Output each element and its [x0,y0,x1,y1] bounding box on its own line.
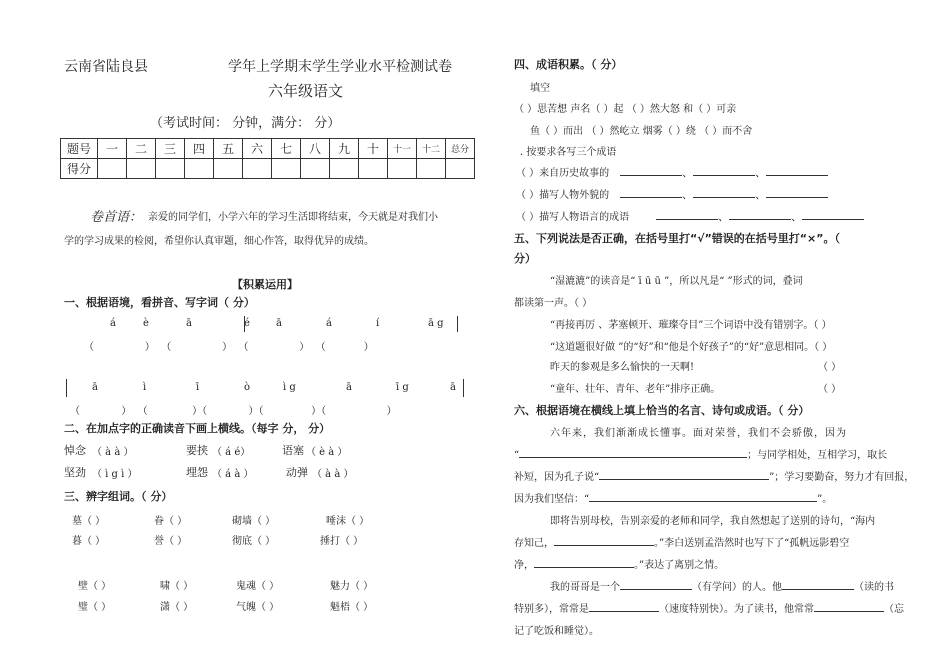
score-col: 总分 [446,139,475,159]
q2-options[interactable]: （ à à ） [312,469,354,480]
score-col: 三 [156,139,185,159]
q5-title: 五、下列说法是否正确，在括号里打“√”错误的在括号里打“×”。（ [514,232,840,245]
q4-line2[interactable]: 鱼（ ）而出 （ ）然屹立 烟雾（ ）绕 （ ）而不舍 [530,126,753,137]
q6-p1a: 六年来，我们渐渐成长懂事。面对荣誉，我们不会骄傲，因为 [550,428,847,439]
q6-p2b-start: 存知己， [514,538,554,549]
q3-item[interactable]: 暮（ ） [72,536,106,547]
q6-p2c-end: 。”表达了离别之情。 [634,560,725,571]
q2-word: 埋怨 [186,466,208,479]
preface-label: 卷首语： [90,210,143,225]
q4-req3: （ ）描写人物语言的成语 [516,212,630,223]
q5-s4-answer[interactable]: （ ） [818,362,842,373]
q4-sub1: 填空 [530,83,550,94]
q6-p3b[interactable] [514,600,904,615]
region-title: 云南省陆良县 [64,59,148,75]
score-col: 八 [301,139,330,159]
q3-item[interactable]: 啸（ ） [160,581,194,592]
q6-p3a[interactable] [550,578,894,593]
score-table-header-row [61,139,475,159]
q4-req1: （ ）来自历史故事的 [516,168,610,179]
answer-parens[interactable]: （ ） （ ） （ ） （ ） [84,342,374,353]
q5-s3[interactable]: “这道题很好做 ”的“好”和“他是个好孩子”的“好”意思相同。（ ） [550,342,833,353]
pinyin: ī g [396,382,409,393]
q3-item[interactable]: 砌墙（ ） [232,516,276,527]
q2-options[interactable]: （ è à ） [306,447,348,458]
q3-item[interactable]: 潇（ ） [160,602,194,613]
score-col: 二 [127,139,156,159]
q6-p1d-end: ”。 [817,494,833,505]
q4-req2: （ ）描写人物外貌的 [516,190,610,201]
q5-s5-answer[interactable]: （ ） [818,384,842,395]
score-cell[interactable] [446,159,475,179]
q2-word: 语塞 [282,444,304,457]
q2-options[interactable]: （ à à ） [92,447,134,458]
score-cell[interactable] [98,159,127,179]
score-cell[interactable] [330,159,359,179]
score-col: 六 [243,139,272,159]
pinyin: ā [450,382,456,393]
q5-title-cont: 分） [514,252,536,265]
score-col: 一 [98,139,127,159]
q6-p1b[interactable]: “ ；与同学相处，互相学习，取长 [514,446,887,461]
q5-s5: “童年、壮年、青年、老年”排序正确。 [550,384,721,395]
q6-p3a-1: 我的哥哥是一个 [550,582,620,593]
pinyin: ò [244,382,251,393]
score-cell[interactable] [127,159,156,179]
pinyin: ā g [428,318,444,329]
q6-p2b[interactable] [514,534,849,549]
score-col: 五 [214,139,243,159]
preface-line1: 亲爱的同学们，小学六年的学习生活即将结束，今天就是对我们小 [148,212,438,223]
answer-parens[interactable]: （ ） （ ）（ ）（ ）（ ） [70,406,397,417]
score-col: 四 [185,139,214,159]
q6-p3a-2: （有学问）的人。他 [692,582,782,593]
q3-item[interactable]: 捶打（ ） [320,536,364,547]
q6-p1d[interactable] [514,490,832,505]
score-table-score-row [61,159,475,179]
score-row-label: 得分 [61,159,98,179]
q2-word: 悼念 [64,444,86,457]
score-col: 九 [330,139,359,159]
q4-line1[interactable]: （ ）思苦想 声名（ ）起 （ ）然大怒 和（ ）可亲 [514,104,737,115]
score-cell[interactable] [359,159,388,179]
q5-s2[interactable]: “再接再厉 、茅塞顿开、璀璨夺目”三个词语中没有错别字。（ ） [550,320,832,331]
q5-s1a: “湿漉漉”的读音是“ ī ū ū ”，所以凡是“ ”形式的词，叠词 [550,276,803,287]
pinyin: ì [143,382,147,393]
q6-p2c[interactable] [514,556,724,571]
q6-p3b-2: （速度特别快）。为了读书，他常常 [659,604,814,615]
q6-p3c: 记了吃饭和睡觉）。 [514,626,599,637]
q3-item[interactable]: 彻底（ ） [232,536,276,547]
q5-s1b[interactable]: 都读第一声。（ ） [514,298,593,309]
q3-item[interactable]: 鬼魂（ ） [236,581,280,592]
score-cell[interactable] [156,159,185,179]
exam-title: 学年上学期末学生学业水平检测试卷 [228,59,452,75]
q4-title: 四、成语积累。（ 分） [514,58,623,71]
score-cell[interactable] [243,159,272,179]
pinyin: ā [346,382,352,393]
pinyin: ī [196,382,200,393]
q6-p1d-start: 因为我们坚信：“ [514,494,590,505]
score-cell[interactable] [272,159,301,179]
q3-item[interactable]: 眷（ ） [154,516,188,527]
q2-options[interactable]: （ á é） [212,447,251,458]
q6-title: 六、根据语境在横线上填上恰当的名言、诗句或成语。（ 分） [514,404,810,417]
q3-item[interactable]: 璧（ ） [78,602,112,613]
q6-p3b-1: 特别多），常常是 [514,604,589,615]
q6-p1b-end: ；与同学相处，互相学习，取长 [747,450,888,461]
q6-p3b-3: （忘 [884,604,904,615]
q3-item[interactable]: 魁梧（ ） [330,602,374,613]
score-cell[interactable] [417,159,446,179]
pinyin: á [326,318,332,329]
q3-title: 三、辨字组词。（ 分） [64,490,173,503]
exam-info: （考试时间： 分钟，满分： 分） [150,116,341,131]
score-row-label: 题号 [61,139,98,159]
q6-p2c-start: 净， [514,560,534,571]
pinyin: ì g [283,382,296,393]
pinyin: ā [186,318,192,329]
score-cell[interactable] [388,159,417,179]
pinyin: í [376,318,380,329]
q3-item[interactable]: 唾沫（ ） [326,516,370,527]
q6-p2a: 即将告别母校，告别亲爱的老师和同学，我自然想起了送别的诗句，“海内 [550,516,876,527]
score-cell[interactable] [214,159,243,179]
score-table [60,138,475,179]
q4-sub2: . 按要求各写三个成语 [520,147,617,158]
q1-title: 一、根据语境，看拼音、写字词（ 分） [64,296,255,309]
pinyin: ā [92,382,98,393]
q6-p1c-end: ”；学习要勤奋，努力才有回报， [769,472,915,483]
score-col: 十一 [388,139,417,159]
q6-p3a-3: （读的书 [854,582,894,593]
pinyin: á [110,318,116,329]
preface-line2: 学的学习成果的检阅，希望你认真审题，细心作答，取得优异的成绩。 [64,236,374,247]
pinyin: ā [276,318,282,329]
q6-p1c-start: 补短，因为孔子说“ [514,472,600,483]
pinyin: é [244,318,250,329]
q3-item[interactable]: 誉（ ） [154,536,188,547]
pinyin: è [143,318,149,329]
q6-p1c[interactable] [514,468,914,483]
score-col: 七 [272,139,301,159]
q4-req2-blanks[interactable]: 、 、 [620,186,828,202]
q5-s4: 昨天的参观是多么愉快的一天啊! [550,362,695,373]
q3-item[interactable]: 壁（ ） [78,581,112,592]
q2-word: 要挟 [186,444,208,457]
score-cell[interactable] [185,159,214,179]
q2-word: 动弹 [286,466,308,479]
part1-title: 【积累运用】 [232,278,298,291]
q2-word: 坚劲 [64,466,86,479]
q2-options[interactable]: （ á à ） [212,469,254,480]
q3-item[interactable]: 气魄（ ） [236,602,280,613]
score-cell[interactable] [301,159,330,179]
subject-title: 六年级语文 [268,82,344,100]
score-col: 十 [359,139,388,159]
q3-item[interactable]: 墓（ ） [72,516,106,527]
q4-req3-blanks[interactable]: 、 、 [656,208,864,224]
q2-options[interactable]: （ ì g ì ） [92,469,138,480]
q6-p2b-end: 。”李白送别孟浩然时也写下了“孤帆远影碧空 [654,538,850,549]
q2-title: 二、在加点字的正确读音下画上横线。（每字 分， 分） [64,422,331,435]
q4-req1-blanks[interactable]: 、 、 [620,164,828,180]
q3-item[interactable]: 魅力（ ） [330,581,374,592]
score-col: 十二 [417,139,446,159]
